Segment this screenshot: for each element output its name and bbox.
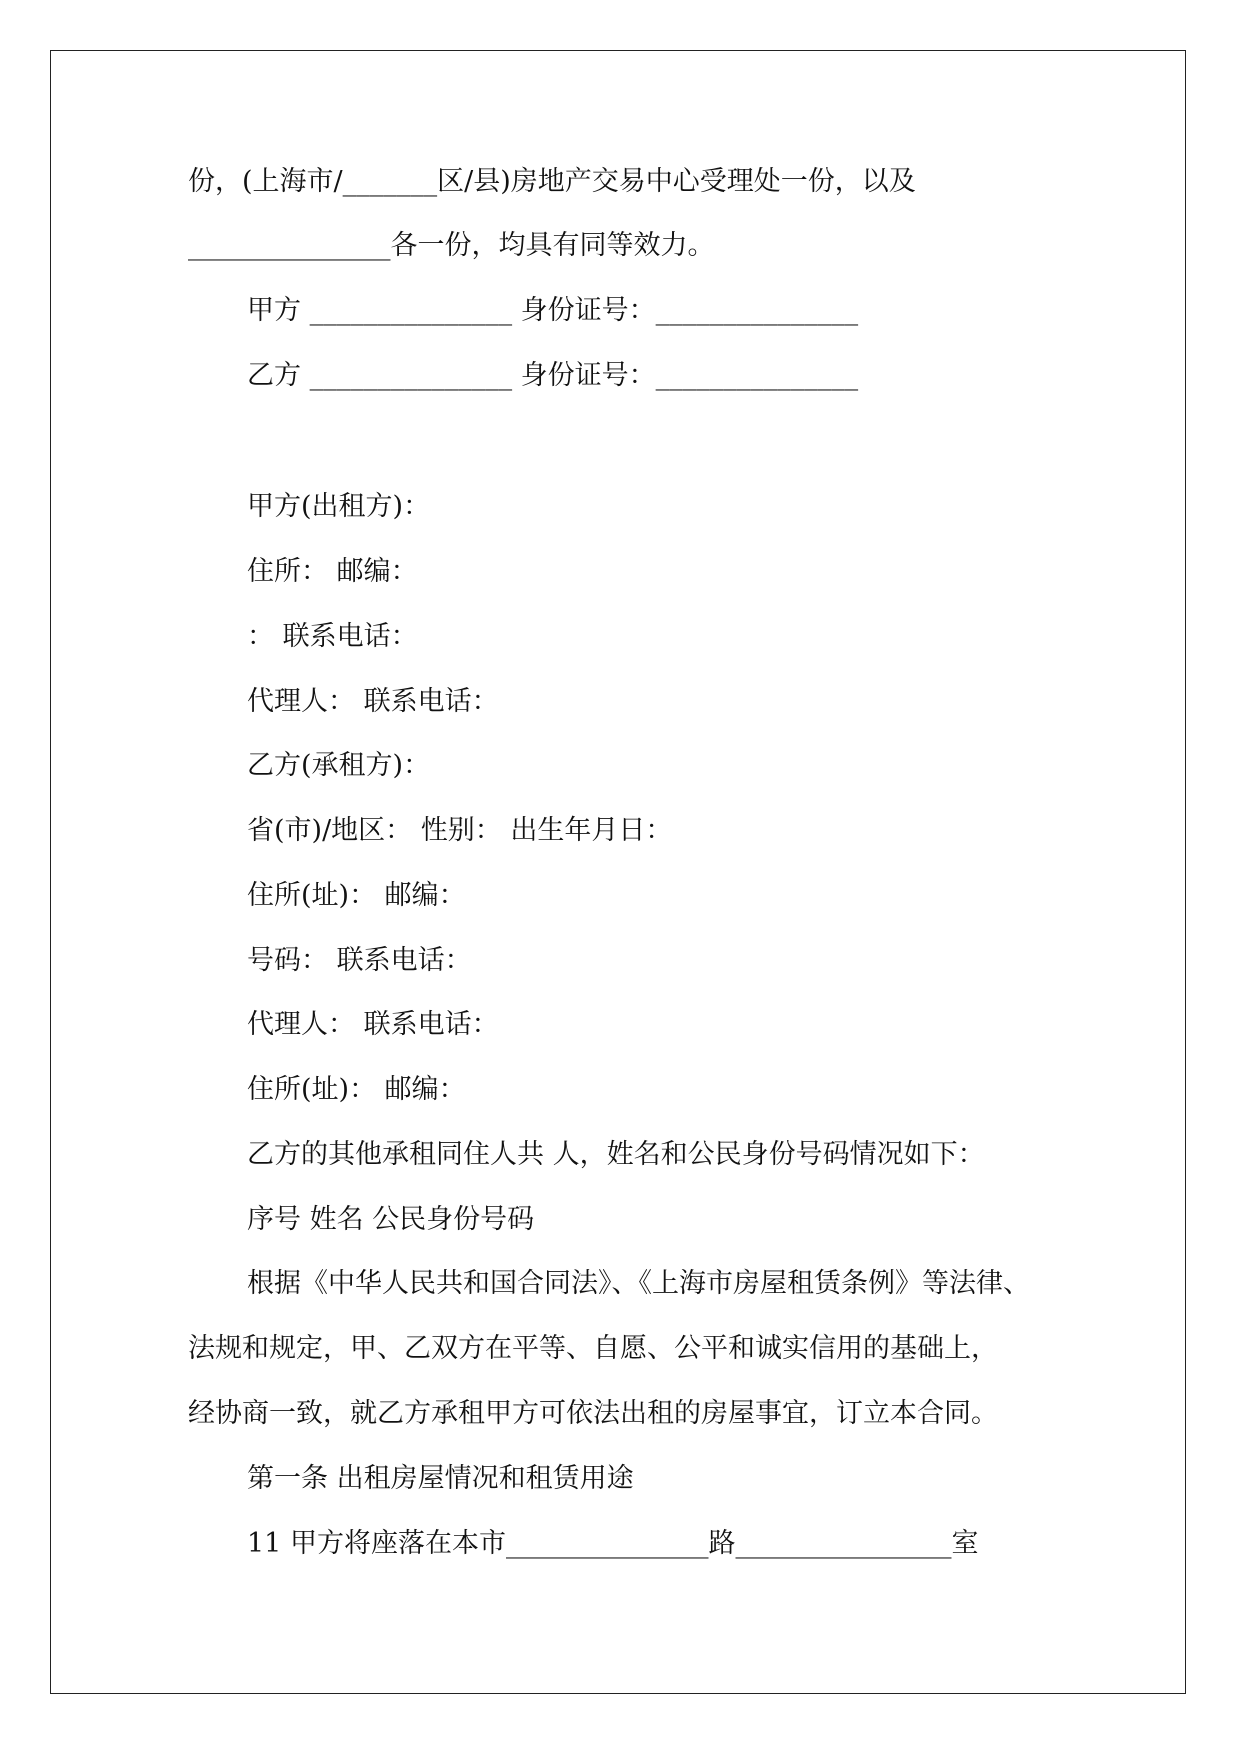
basis-line-3: 经协商一致，就乙方承租甲方可依法出租的房屋事宜，订立本合同。 [188, 1398, 998, 1429]
lessee-heading: 乙方(承租方)： [247, 750, 431, 781]
basis-line-2: 法规和规定，甲、乙双方在平等、自愿、公平和诚实信用的基础上， [188, 1333, 998, 1364]
lessor-heading: 甲方(出租方)： [247, 491, 431, 522]
lessee-region: 省(市)/地区： 性别： 出生年月日： [247, 815, 673, 846]
text-line-2: _______________各一份，均具有同等效力。 [188, 230, 715, 261]
article-1-heading: 第一条 出租房屋情况和租赁用途 [247, 1463, 634, 1494]
lessor-address: 住所： 邮编： [247, 556, 418, 587]
co-tenants-header: 序号 姓名 公民身份号码 [247, 1204, 535, 1235]
lessor-contact: ： 联系电话： [247, 621, 418, 652]
co-tenants-line: 乙方的其他承租同住人共 人，姓名和公民身份号码情况如下： [247, 1139, 985, 1170]
party-b-line: 乙方 _______________ 身份证号：_______________ [247, 360, 859, 391]
lessee-number: 号码： 联系电话： [247, 945, 472, 976]
lessee-agent: 代理人： 联系电话： [247, 1009, 499, 1040]
lessee-address: 住所(址)： 邮编： [247, 880, 466, 911]
article-1-1: 11 甲方将座落在本市_______________路________________室 [247, 1528, 979, 1559]
lessee-agent-address: 住所(址)： 邮编： [247, 1074, 466, 1105]
party-a-line: 甲方 _______________ 身份证号：_______________ [247, 295, 859, 326]
lessor-agent: 代理人： 联系电话： [247, 686, 499, 717]
text-line-1: 份，(上海市/_______区/县)房地产交易中心受理处一份，以及 [188, 166, 916, 197]
basis-line-1: 根据《中华人民共和国合同法》、《上海市房屋租赁条例》等法律、 [247, 1268, 1030, 1299]
